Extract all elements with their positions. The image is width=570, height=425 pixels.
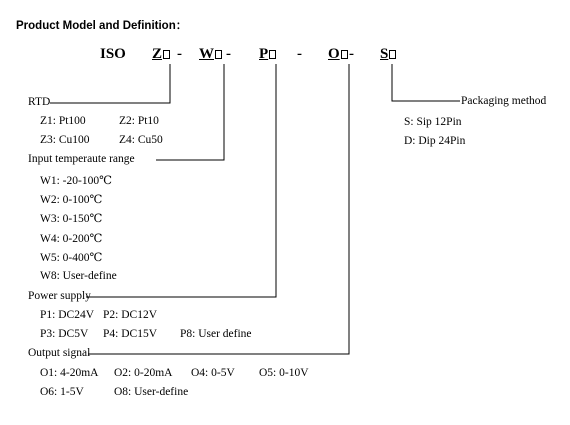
code-s: S (380, 46, 396, 63)
input-range-connector (156, 64, 224, 160)
input-range-item: W1: -20-100℃ (40, 175, 112, 187)
power-supply-header: Power supply (28, 290, 91, 302)
code-w: W (199, 46, 222, 63)
output-item-o8: O8: User-define (114, 386, 189, 398)
rtd-item-z1: Z1: Pt100 (40, 115, 86, 127)
page-title: Product Model and Definition： (16, 20, 188, 32)
input-range-item: W3: 0-150℃ (40, 213, 103, 225)
code-p: P (259, 46, 276, 63)
output-signal-header: Output signal (28, 347, 91, 359)
power-item-p3: P3: DC5V (40, 328, 89, 340)
rtd-item-z4: Z4: Cu50 (119, 134, 163, 146)
sep-3: - (297, 46, 302, 62)
input-range-item: W5: 0-400℃ (40, 252, 103, 264)
output-item-o6: O6: 1-5V (40, 386, 84, 398)
sep-2: - (226, 46, 231, 62)
packaging-header: Packaging method (461, 95, 547, 107)
power-item-p1: P1: DC24V (40, 309, 94, 321)
rtd-item-z3: Z3: Cu100 (40, 134, 90, 146)
input-range-item: W8: User-define (40, 270, 117, 282)
output-item-o4: O4: 0-5V (191, 367, 235, 379)
power-item-p4: P4: DC15V (103, 328, 157, 340)
input-range-item: W4: 0-200℃ (40, 233, 103, 245)
code-z: Z (152, 46, 170, 63)
sep-4: - (349, 46, 354, 62)
rtd-item-z2: Z2: Pt10 (119, 115, 159, 127)
output-item-o2: O2: 0-20mA (114, 367, 173, 379)
packaging-item-d: D: Dip 24Pin (404, 135, 466, 147)
power-supply-connector (86, 64, 276, 297)
sep-1: - (177, 46, 182, 62)
packaging-connector (392, 64, 460, 101)
code-o: O (328, 46, 348, 63)
input-range-header: Input temperaute range (28, 153, 135, 165)
power-item-p8: P8: User define (180, 328, 252, 340)
output-item-o5: O5: 0-10V (259, 367, 309, 379)
packaging-item-s: S: Sip 12Pin (404, 116, 462, 128)
output-item-o1: O1: 4-20mA (40, 367, 99, 379)
power-item-p2: P2: DC12V (103, 309, 157, 321)
code-prefix: ISO (100, 46, 126, 62)
rtd-header: RTD (28, 96, 51, 108)
rtd-connector (50, 64, 170, 103)
input-range-item: W2: 0-100℃ (40, 194, 103, 206)
